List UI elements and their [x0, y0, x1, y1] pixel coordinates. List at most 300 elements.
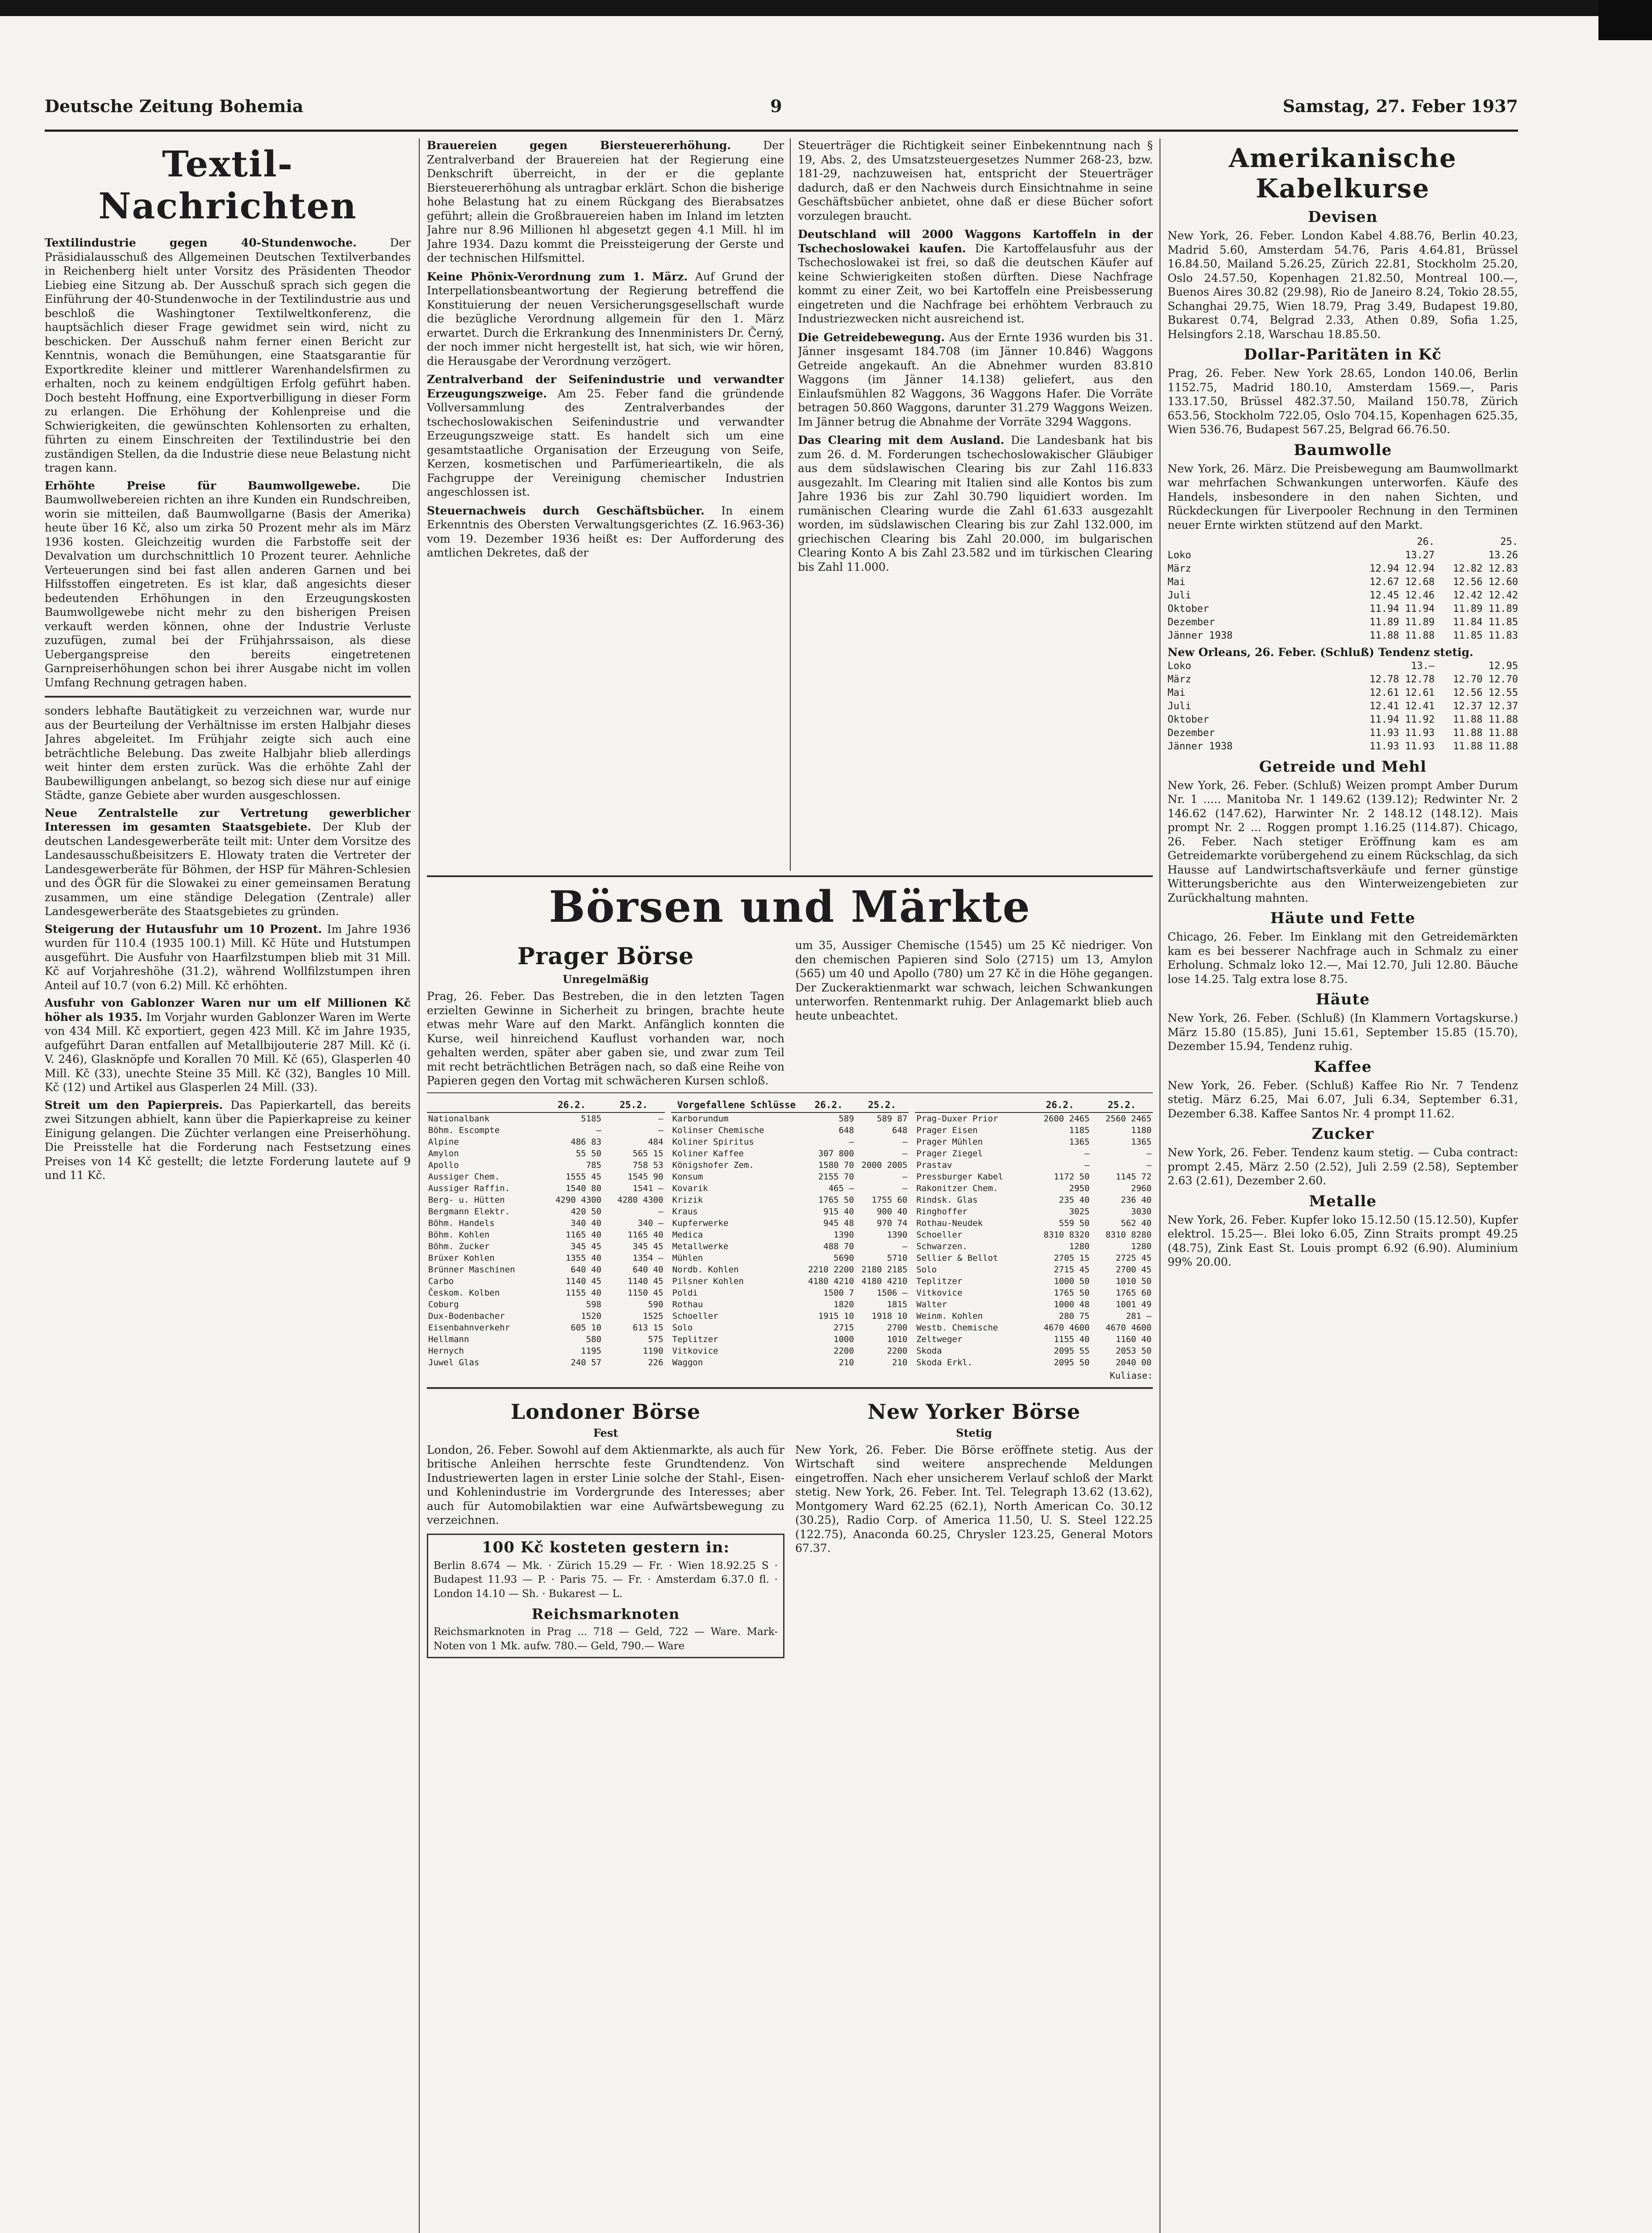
quote-table-1-h0: [427, 1098, 541, 1112]
quote-value: 1918 10: [872, 1311, 908, 1321]
quote-security-name: Amylon: [428, 1148, 459, 1158]
col2-article-1: [427, 138, 784, 265]
fett-title: Häute und Fette: [1270, 909, 1416, 927]
no-cotton-table: [1168, 660, 1518, 753]
quote-value: 1000 48: [1054, 1299, 1090, 1309]
quote-value: 2700: [887, 1322, 908, 1333]
quote-value: 562 40: [1121, 1218, 1152, 1228]
quote-row: [915, 1275, 1153, 1287]
quote-row: [915, 1206, 1153, 1217]
ny-title: New Yorker Börse: [867, 1399, 1081, 1424]
prager-report: Prag, 26. Feber. Das Bestreben, die in den letzten Tagen erzielten Gewinne in Sicherheit zu bringen, brachte heute etwas mehr Ware auf den Markt. Anfänglich konnten die Kurse, weil hinreichend Kauflust vorhanden war, noch gehalten werden, später aber gaben sie, und zwar zum Teil mit recht beträchtlichen Beträgen nach, so daß eine Reihe von Papieren gegen den Vortag mit schwächeren Kursen schloß.: [427, 990, 784, 1087]
cotton-price: 12.61 12.61: [1369, 687, 1435, 698]
quote-value: —: [849, 1137, 854, 1147]
quote-table-3-h0: [915, 1098, 1029, 1112]
quote-security-name: Hernych: [428, 1346, 464, 1356]
quote-value: 1160 40: [1115, 1334, 1152, 1344]
quote-value: 2725 45: [1115, 1253, 1152, 1263]
quote-value: 1145 72: [1115, 1171, 1152, 1182]
quote-value: 4290 4300: [555, 1195, 601, 1205]
col2-article-1-body: Der Zentralverband der Brauereien hat der Regierung eine Denkschrift überreicht, in der er die geplante Biersteuererhöhung als untragbar erklärt. Schon die bisherige hohe Belastung hat zu einem Rückgang des Bierabsatzes geführt; allein die Großbrauereien haben im Inland im letzten Jahre nur 8.96 Millionen hl abgesetzt gegen 4.1 Mill. hl im Jahre 1934. Dazu kommt die Preissteigerung der Gerste und der technischen Hilfsmittel.: [427, 139, 784, 264]
textil-article-2-lead: Erhöhte Preise für Baumwollgewebe.: [45, 479, 360, 492]
textil-article-7-lead: Streit um den Papierpreis.: [45, 1098, 223, 1112]
quote-security-name: Kraus: [672, 1206, 698, 1217]
ny-cotton-table: [1168, 535, 1518, 643]
ny-cotton-head-0: [1168, 535, 1351, 549]
boersen-top-rule: [427, 875, 1153, 877]
quote-row: [427, 1252, 665, 1264]
quote-row: [427, 1264, 665, 1275]
col3-article-3-lead: Die Getreidebewegung.: [798, 330, 945, 344]
cotton-price: 11.85 11.83: [1453, 630, 1518, 641]
quote-security-name: Prager Eisen: [916, 1125, 978, 1135]
quote-row: [427, 1287, 665, 1299]
quote-row: [915, 1183, 1153, 1194]
quote-value: 1000 50: [1054, 1276, 1090, 1286]
quote-security-name: Schwarzen.: [916, 1241, 968, 1251]
column-rule-1: [419, 138, 420, 2233]
quote-security-name: Nationalbank: [428, 1113, 490, 1124]
quote-value: 307 800: [818, 1148, 854, 1158]
quote-value: 1190: [642, 1346, 663, 1356]
quote-row: [915, 1287, 1153, 1299]
quote-security-name: Skoda Erkl.: [916, 1357, 973, 1367]
quote-value: —: [658, 1125, 663, 1135]
prager-boerse-block: [427, 938, 1153, 1088]
quote-value: —: [902, 1148, 908, 1158]
quote-value: 2960: [1131, 1183, 1152, 1193]
textil-article-4: [45, 806, 411, 919]
cotton-price: 12.45 12.46: [1369, 590, 1435, 601]
quote-row: [671, 1310, 909, 1322]
textil-article-6-body: Im Vorjahr wurden Gablonzer Waren im Werte von 434 Mill. Kč exportiert, gegen 423 Mill. Kč im Jahre 1935, aufgeführt Daran entfallen auf Metallbijouterie 287 Mill. Kč (i. V. 246), Glasknöpfe und Korallen 70 Mill. Kč (65), Glasperlen 40 Mill. Kč (33), unechte Steine 35 Mill. Kč (32), Bangles 10 Mill. Kč (12) und Artikel aus Glasperlen 24 Mill. (33).: [45, 1010, 411, 1094]
quote-value: 648: [892, 1125, 908, 1135]
quote-row: [427, 1217, 665, 1229]
quote-value: 280 75: [1059, 1311, 1090, 1321]
quote-row: [671, 1171, 909, 1183]
quote-value: 598: [586, 1299, 601, 1309]
cotton-price: 12.37 12.37: [1453, 700, 1518, 712]
col3-article-4-body: Die Landesbank hat bis zum 26. d. M. Forderungen tschechoslowakischer Gläubiger aus dem südslawischen Clearing bis zur Zahl 116.833 ausgezahlt. Im Clearing mit Italien sind alle Kontos bis zum Jahre 1936 bis zur Zahl 30.790 liquidiert worden. Im rumänischen Clearing wurde die Zahl 61.633 ausgezahlt worden, im südslawischen Clearing bis zur Zahl 132.000, im griechischen Clearing bis Zahl 20.000, im bulgarischen Clearing Konto A bis Zahl 23.582 und im türkischen Clearing bis Zahl 11.000.: [798, 434, 1153, 573]
orleans-label: New Orleans, 26. Feber. (Schluß) Tendenz stetig.: [1168, 646, 1473, 659]
cotton-row: [1168, 727, 1518, 740]
quote-security-name: Medica: [672, 1229, 703, 1240]
textil-article-2: [45, 479, 411, 690]
prager-left: [427, 938, 784, 1088]
quote-value: 1545 90: [627, 1171, 663, 1182]
quote-security-name: Schoeller: [672, 1311, 718, 1321]
cotton-price: 11.89 11.89: [1369, 617, 1435, 628]
cotton-price: 11.94 11.94: [1369, 603, 1435, 615]
quote-value: 55 50: [576, 1148, 601, 1158]
quote-value: 1355 40: [565, 1253, 601, 1263]
cotton-month: Dezember: [1168, 727, 1215, 739]
quote-value: 2705 15: [1054, 1253, 1090, 1263]
haeute-title: Häute: [1315, 991, 1370, 1008]
cotton-month: Oktober: [1168, 603, 1209, 615]
kc-title: 100 Kč kosteten gestern in:: [481, 1538, 730, 1556]
ny-subtitle: Stetig: [956, 1426, 992, 1439]
textil-article-1-lead: Textilindustrie gegen 40-Stundenwoche.: [45, 236, 357, 249]
col2-article-3-lead: Zentralverband der Seifenindustrie und verwandter Erzeugungszweige.: [427, 373, 784, 400]
ny-cotton-head-1: 26.: [1417, 536, 1435, 548]
cotton-row: [1168, 673, 1518, 686]
quote-value: 2180 2185: [861, 1264, 908, 1275]
london-block: [427, 1395, 784, 1659]
quote-security-name: Aussiger Raffin.: [428, 1183, 510, 1193]
cotton-row: [1168, 602, 1518, 616]
quote-security-name: Prager Ziegel: [916, 1148, 983, 1158]
quote-value: 5185: [581, 1113, 601, 1124]
textil-article-5-body: Im Jahre 1936 wurden für 110.4 (1935 100.1) Mill. Kč Hüte und Hutstumpen ausgeführt. Die Ausfuhr von Haarfilzstumpen blieb mit 31 Mill. Kč auf Vorjahreshöhe (31.2), während Wollfilzstumpen ihren Anteil auf 10.7 (von 6.2) Mill. Kč erhöhten.: [45, 922, 411, 992]
quote-security-name: Metallwerke: [672, 1241, 729, 1251]
quote-security-name: Juwel Glas: [428, 1357, 480, 1367]
quote-security-name: Rindsk. Glas: [916, 1195, 978, 1205]
quote-security-name: Böhm. Kohlen: [428, 1229, 490, 1240]
quote-value: 1500 7: [823, 1288, 854, 1298]
cotton-price: 12.94 12.94: [1369, 563, 1435, 574]
quote-value: 589 87: [876, 1113, 908, 1124]
kaffee-report: New York, 26. Feber. (Schluß) Kaffee Rio Nr. 7 Tendenz stetig. März 6.25, Mai 6.07, Juli 6.34, September 6.31, Dezember 6.38. Kaffee Santos Nr. 4 prompt 11.62.: [1168, 1079, 1518, 1120]
quote-value: 2000 2005: [861, 1160, 908, 1170]
quote-value: 8310 8320: [1043, 1229, 1090, 1240]
quote-value: 785: [586, 1160, 601, 1170]
quote-security-name: Nordb. Kohlen: [672, 1264, 739, 1275]
quote-row: [671, 1217, 909, 1229]
cotton-row: [1168, 549, 1518, 562]
quote-value: 2200: [887, 1346, 908, 1356]
zucker-title: Zucker: [1311, 1125, 1374, 1143]
quote-row: [427, 1345, 665, 1357]
quote-row: [427, 1112, 665, 1125]
quote-security-name: Walter: [916, 1299, 947, 1309]
cotton-row: [1168, 700, 1518, 713]
quote-value: 1520: [581, 1311, 601, 1321]
quote-tables-rule: [427, 1092, 1153, 1093]
quote-value: 575: [648, 1334, 663, 1344]
quote-table-2: [671, 1098, 909, 1368]
quote-security-name: Ringhoffer: [916, 1206, 968, 1217]
quote-row: [915, 1217, 1153, 1229]
quote-row: [915, 1159, 1153, 1171]
getreide-report: New York, 26. Feber. (Schluß) Weizen prompt Amber Durum Nr. 1 ..... Manitoba Nr. 1 149.62 (139.12); Redwinter Nr. 2 146.62 (147.62), Harwinter Nr. 2 148.12 (148.12). Mais prompt Nr. 2 ... Roggen prompt 1.16.25 (114.87). Chicago, 26. Feber. Nach stetiger Eröffnung kam es am Getreidemarkte vorübergehend zu einem Rückschlag, da sich Hausse auf Landwirtschaftsverkäufe und ferner günstige Witterungsberichte aus den Winterweizengebieten zur Zurückhaltung mahnten.: [1168, 778, 1518, 904]
quote-value: 8310 8280: [1106, 1229, 1152, 1240]
quote-value: 605 10: [571, 1322, 601, 1333]
quote-row: [427, 1357, 665, 1368]
col2-article-1-lead: Brauereien gegen Biersteuererhöhung.: [427, 139, 731, 152]
quote-value: 210: [892, 1357, 908, 1367]
quote-table-1-h1: 26.2.: [541, 1098, 603, 1112]
economy-column-2: [427, 138, 784, 866]
quote-security-name: Brüxer Kohlen: [428, 1253, 495, 1263]
col2-article-3-body: Am 25. Feber fand die gründende Vollversammlung des Zentralverbandes der tschechoslowakischen Seifenindustrie und verwandter Erzeugungszweige statt. Es handelt sich um eine gesamtstaatliche Organisation der Erzeugung von Seife, Kerzen, kosmetischen und Parfümerieartikeln, die als Fachgruppe der Vereinigung chemischer Industrien angeschlossen ist.: [427, 387, 784, 498]
haeute-report: New York, 26. Feber. (Schluß) (In Klammern Vortagskurse.) März 15.80 (15.85), Juni 15.61, September 15.85 (15.70), Dezember 15.94, Tendenz ruhig.: [1168, 1012, 1518, 1053]
boersen-section: [427, 875, 1153, 2233]
col3-article-2: [798, 227, 1153, 326]
quote-value: 1365: [1131, 1137, 1152, 1147]
issue-date: Samstag, 27. Feber 1937: [1282, 96, 1518, 116]
dollar-rates: Prag, 26. Feber. New York 28.65, London 140.06, Berlin 1152.75, Madrid 180.10, Amsterdam 1569.—, Paris 133.17.50, Brüssel 482.37.50, Mailand 150.78, Zürich 653.56, Stockholm 722.05, Oslo 704.15, Kopenhagen 625.35, Wien 536.76, Budapest 567.25, Belgrad 66.76.50.: [1168, 367, 1518, 436]
quote-value: 1915 10: [818, 1311, 854, 1321]
cotton-month: März: [1168, 673, 1191, 685]
page-top-strip: [0, 0, 1652, 16]
quote-security-name: Sellier & Bellot: [916, 1253, 998, 1263]
london-title: Londoner Börse: [510, 1399, 701, 1424]
quote-security-name: Böhm. Handels: [428, 1218, 495, 1228]
quote-value: 1555 45: [565, 1171, 601, 1182]
quote-value: 2950: [1069, 1183, 1090, 1193]
quote-table-3-label: Kuliase:: [1110, 1370, 1153, 1381]
cotton-price: 12.42 12.42: [1453, 590, 1518, 601]
kaffee-title: Kaffee: [1314, 1058, 1372, 1076]
page-number: 9: [770, 96, 782, 116]
quote-table-3-h2: 25.2.: [1091, 1098, 1153, 1112]
quote-value: 1165 40: [627, 1229, 663, 1240]
quote-security-name: Eisenbahnverkehr: [428, 1322, 510, 1333]
quote-security-name: Carbo: [428, 1276, 454, 1286]
quote-row: [671, 1287, 909, 1299]
quote-value: —: [902, 1137, 908, 1147]
quote-row: [427, 1310, 665, 1322]
cotton-price: 11.88 11.88: [1453, 727, 1518, 739]
textil-article-2-body: Die Baumwollwebereien richten an ihre Kunden ein Rundschreiben, worin sie mitteilen, daß Baumwollgarne (Basis der Amerika) heute über 16 Kč, also um zirka 50 Prozent mehr als im März 1936 kosten. Gleichzeitig wurden die Farbstoffe seit der Devalvation um durchschnittlich 10 Prozent teurer. Aehnliche Verteuerungen sind bei fast allen anderen Garnen und bei Hilfsstoffen eingetreten. Es ist klar, daß angesichts dieser bedeutenden Erhöhungen in den Erzeugungskosten Baumwollgewebe nicht mehr zu den bisherigen Preisen verkauft werden können, ohne der Industrie Verluste zuzufügen, zumal bei der Frühjahrssaison, als diese Uebergangspreise den bereits eingetretenen Garnpreiserhöhungen schon bei ihrer Ausgabe nicht im vollen Umfang Rechnung getragen haben.: [45, 479, 411, 689]
quote-row: [671, 1148, 909, 1159]
paper-name: Deutsche Zeitung Bohemia: [45, 96, 304, 116]
quote-value: 1280: [1069, 1241, 1090, 1251]
quote-security-name: Westb. Chemische: [916, 1322, 998, 1333]
quote-row: [671, 1357, 909, 1368]
quote-value: 640 40: [571, 1264, 601, 1275]
quote-value: 648: [839, 1125, 854, 1135]
quote-security-name: Böhm. Escompte: [428, 1125, 500, 1135]
reichsmark-title: Reichsmarknoten: [531, 1606, 680, 1622]
quote-security-name: Rakonitzer Chem.: [916, 1183, 998, 1193]
quote-tables: [427, 1098, 1153, 1368]
quote-value: 4670 4600: [1106, 1322, 1152, 1333]
quote-row: [671, 1322, 909, 1334]
quote-row: [671, 1345, 909, 1357]
quote-value: 1390: [834, 1229, 854, 1240]
quote-value: 2155 70: [818, 1171, 854, 1182]
quote-security-name: Vitkovice: [916, 1288, 963, 1298]
quote-row: [427, 1241, 665, 1252]
col3-article-1: Steuerträger die Richtigkeit seiner Einbekenntnung nach § 19, Abs. 2, des Umsatzsteuergesetzes Nummer 268-23, bzw. 181-29, nachzuweisen hat, entspricht der Steuerträger dadurch, daß er den Nachweis durch Einsichtnahme in seine Geschäftsbücher anbietet, ohne daß er diese Bücher sofort vorzulegen braucht.: [798, 139, 1153, 222]
quote-value: 1506 —: [876, 1288, 908, 1298]
prager-title: Prager Börse: [517, 943, 694, 970]
quote-value: 1390: [887, 1229, 908, 1240]
quote-row: [427, 1171, 665, 1183]
quote-table-1: [427, 1098, 665, 1368]
cotton-row: [1168, 740, 1518, 753]
quote-row: [671, 1136, 909, 1148]
quote-security-name: Pilsner Kohlen: [672, 1276, 744, 1286]
quote-value: 1172 50: [1054, 1171, 1090, 1182]
kc-rates: Berlin 8.674 — Mk. · Zürich 15.29 — Fr. · Wien 18.92.25 S · Budapest 11.93 — P. · Paris 75. — Fr. · Amsterdam 6.37.0 fl. · London 14.10 — Sh. · Bukarest — L.: [434, 1560, 778, 1600]
london-subtitle: Fest: [593, 1426, 618, 1439]
cotton-price: 12.82 12.83: [1453, 563, 1518, 574]
quote-security-name: Pressburger Kabel: [916, 1171, 1003, 1182]
quote-value: 613 15: [633, 1322, 663, 1333]
devisen-title: Devisen: [1308, 208, 1378, 226]
col3-article-4-lead: Das Clearing mit dem Ausland.: [798, 434, 1005, 447]
quote-value: 1765 50: [818, 1195, 854, 1205]
quote-table-1-h2: 25.2.: [603, 1098, 665, 1112]
quote-value: 1165 40: [565, 1229, 601, 1240]
column-rule-2: [790, 138, 791, 871]
quote-value: 2600 2465: [1043, 1113, 1090, 1124]
quote-security-name: Teplitzer: [672, 1334, 718, 1344]
fett-report: Chicago, 26. Feber. Im Einklang mit den Getreidemärkten kam es bei besserer Nachfrage auch in Schmalz zu einer Erholung. Schmalz loko 12.—, Mai 12.70, Juli 12.80. Bäuche lose 14.25. Talg extra lose 8.75.: [1168, 930, 1518, 986]
cotton-price: 11.93 11.93: [1369, 740, 1435, 752]
quote-value: 465 —: [828, 1183, 854, 1193]
cotton-price: 11.84 11.85: [1453, 617, 1518, 628]
quote-security-name: Kupferwerke: [672, 1218, 729, 1228]
ny-cotton-head: [1168, 535, 1518, 549]
quote-row: [915, 1148, 1153, 1159]
quote-row: [915, 1125, 1153, 1136]
quote-value: —: [596, 1125, 601, 1135]
quote-value: 3025: [1069, 1206, 1090, 1217]
quote-security-name: Solo: [916, 1264, 937, 1275]
prager-report-cont: um 35, Aussiger Chemische (1545) um 25 Kč niedriger. Von den chemischen Papieren sind Solo (2715) um 13, Amylon (565) um 40 und Apollo (780) um 27 Kč in die Höhe gegangen. Der Zuckeraktienmarkt war schwach, leichen Schwankungen unterworfen. Rentenmarkt ruhig. Der Anlagemarkt blieb auch heute unbeachtet.: [795, 939, 1153, 1022]
quote-row: [671, 1299, 909, 1310]
quote-security-name: Rothau-Neudek: [916, 1218, 983, 1228]
quote-security-name: Koliner Kaffee: [672, 1148, 744, 1158]
quote-security-name: Hellmann: [428, 1334, 469, 1344]
ny-cotton-head-2: 25.: [1500, 536, 1518, 548]
cotton-month: Loko: [1168, 550, 1191, 561]
cotton-row: [1168, 616, 1518, 629]
quote-row: [915, 1310, 1153, 1322]
quote-security-name: Poldi: [672, 1288, 698, 1298]
textil-article-7-body: Das Papierkartell, das bereits zwei Sitzungen abhielt, kann über die Papierkapreise zu keiner Einigung gelangen. Die Züchter verlangen eine Preiserhöhung. Die Preisstelle hat die Forderung nach Festsetzung eines Preises von 14 Kč gestellt; die letzte Forderung lautete auf 9 und 11 Kč.: [45, 1098, 411, 1182]
quote-value: 2200: [834, 1346, 854, 1356]
quote-value: 2715 45: [1054, 1264, 1090, 1275]
quote-security-name: Apollo: [428, 1160, 459, 1170]
quote-row: [915, 1322, 1153, 1334]
quote-value: —: [1084, 1148, 1090, 1158]
quote-value: 2095 55: [1054, 1346, 1090, 1356]
quote-value: 1280: [1131, 1241, 1152, 1251]
quote-security-name: Mühlen: [672, 1253, 703, 1263]
quote-value: —: [902, 1183, 908, 1193]
col2-article-2-body: Auf Grund der Interpellationsbeantwortung der Regierung betreffend die Konstituierung der neuen Versicherungsgesellschaft wurde die bezügliche Verordnung allgemein für den 1. März erwartet. Durch die Erkrankung des Innenministers Dr. Černý, der noch immer nicht hergestellt ist, hat sich, wie wir hören, die Herausgabe der Verordnung verzögert.: [427, 270, 784, 368]
quote-value: 281 —: [1126, 1311, 1152, 1321]
quote-value: 484: [648, 1137, 663, 1147]
cotton-price: 12.41 12.41: [1369, 700, 1435, 712]
quote-row: [671, 1125, 909, 1136]
quote-value: 1755 60: [872, 1195, 908, 1205]
london-report: London, 26. Feber. Sowohl auf dem Aktienmarkte, als auch für britische Anleihen herrschte feste Grundtendenz. Von Industriewerten lagen in erster Linie solche der Stahl-, Eisen- und Kohlenindustrie im Vordergrunde des Interesses; aber auch für Automobilaktien war eine Aufwärtsbewegung zu verzeichnen.: [427, 1443, 784, 1526]
quote-row: [671, 1183, 909, 1194]
quote-security-name: Konsum: [672, 1171, 703, 1182]
prager-right: [795, 938, 1153, 1088]
quote-value: 589: [839, 1113, 854, 1124]
quote-table-2-h2: 25.2.: [855, 1098, 909, 1112]
quote-row: [427, 1299, 665, 1310]
quote-value: —: [1146, 1160, 1152, 1170]
economy-column-3: [798, 138, 1153, 866]
quote-value: 915 40: [823, 1206, 854, 1217]
quote-value: 240 57: [571, 1357, 601, 1367]
quote-value: 340 —: [638, 1218, 663, 1228]
textil-column: [45, 138, 411, 2233]
cotton-row: [1168, 629, 1518, 643]
quote-value: 1000: [834, 1334, 854, 1344]
cotton-month: Loko: [1168, 660, 1191, 672]
zucker-report: New York, 26. Feber. Tendenz kaum stetig. — Cuba contract: prompt 2.45, März 2.50 (2.52), Juli 2.59 (2.58), September 2.63 (2.61), Dezember 2.60.: [1168, 1146, 1518, 1187]
quote-value: —: [1084, 1160, 1090, 1170]
cotton-month: Juli: [1168, 700, 1191, 712]
devisen-rates: New York, 26. Feber. London Kabel 4.88.76, Berlin 40.23, Madrid 5.60, Amsterdam 54.76, Paris 4.64.81, Brüssel 16.84.50, Mailand 5.26.25, Zürich 22.81, Stockholm 25.20, Oslo 24.57.50, Kopenhagen 21.82.50, Montreal 100.—, Buenos Aires 30.82 (29.98), Rio de Janeiro 8.24, Tokio 28.55, Schanghai 29.75, Wien 18.79, Prag 3.49, Budapest 19.80, Bukarest 0.74, Belgrad 2.33, Athen 0.89, Sofia 1.25, Helsingfors 2.18, Warschau 18.85.50.: [1168, 229, 1518, 341]
quote-row: [427, 1334, 665, 1345]
masthead-row: [45, 96, 1518, 132]
cotton-row: [1168, 576, 1518, 589]
quote-table-2-h1: 26.2.: [802, 1098, 855, 1112]
quote-security-name: Skoda: [916, 1346, 942, 1356]
col3-article-2-body: Die Kartoffelausfuhr aus der Tschechoslowakei ist frei, so daß die deutschen Käufer auf keine Schwierigkeiten stoßen dürften. Diese Nachfrage kommt zu einer Zeit, wo bei Kartoffeln eine Preisbesserung eingetreten und die Nachfrage bei erhöhtem Verbrauch zu Industriezwecken nicht ausreichend ist.: [798, 242, 1153, 325]
textil-divider: [45, 696, 411, 698]
quote-row: [427, 1148, 665, 1159]
col2-article-2-lead: Keine Phönix-Verordnung zum 1. März.: [427, 270, 688, 283]
quote-value: 1525: [642, 1311, 663, 1321]
cotton-price: 11.88 11.88: [1453, 740, 1518, 752]
cotton-row: [1168, 562, 1518, 576]
quote-security-name: Waggon: [672, 1357, 703, 1367]
quote-security-name: Königshofer Zem.: [672, 1160, 754, 1170]
cotton-price: 12.70 12.70: [1453, 673, 1518, 685]
textil-article-6: [45, 996, 411, 1095]
cotton-price: 11.89 11.89: [1453, 603, 1518, 615]
newyork-block: [795, 1395, 1153, 1659]
quote-security-name: Koliner Spiritus: [672, 1137, 754, 1147]
quote-value: 900 40: [876, 1206, 908, 1217]
quote-security-name: Krizik: [672, 1195, 703, 1205]
quote-value: 1765 60: [1115, 1288, 1152, 1298]
quote-value: 345 45: [571, 1241, 601, 1251]
quote-value: 1580 70: [818, 1160, 854, 1170]
quote-row: [671, 1112, 909, 1125]
quote-value: 1150 45: [627, 1288, 663, 1298]
col3-article-3-body: Aus der Ernte 1936 wurden bis 31. Jänner insgesamt 184.708 (im Jänner 10.846) Waggons Getreide angekauft. An die Abnehmer wurden 83.810 Waggons (im Jänner 14.138) geliefert, aus den Einlaufsmühlen 82 Waggons, 36 Waggons Hafer. Die Vorräte betragen 50.860 Waggons, darunter 31.279 Waggons Weizen. Im Jänner betrug die Abnahme der Vorräte 3294 Waggons.: [798, 330, 1153, 428]
quote-security-name: Teplitzer: [916, 1276, 963, 1286]
quote-value: 1001 49: [1115, 1299, 1152, 1309]
cotton-price: 12.95: [1488, 660, 1518, 672]
quote-security-name: Českom. Kolben: [428, 1288, 500, 1298]
quote-value: 236 40: [1121, 1195, 1152, 1205]
textil-article-4-lead: Neue Zentralstelle zur Vertretung gewerblicher Interessen im gesamten Staatsgebiete.: [45, 806, 411, 833]
quote-value: —: [1146, 1148, 1152, 1158]
newspaper-page: [45, 76, 1518, 2233]
quote-row: [915, 1241, 1153, 1252]
quote-value: 486 83: [571, 1137, 601, 1147]
quote-row: [427, 1322, 665, 1334]
quote-table-3-h1: 26.2.: [1029, 1098, 1091, 1112]
col2-article-3: [427, 372, 784, 499]
quote-value: 1541 —: [633, 1183, 663, 1193]
quote-security-name: Schoeller: [916, 1229, 963, 1240]
quote-table-2-title: Vorgefallene Schlüsse: [671, 1098, 802, 1112]
quote-security-name: Alpine: [428, 1137, 459, 1147]
cotton-price: 12.67 12.68: [1369, 577, 1435, 588]
cotton-price: 12.56 12.60: [1453, 577, 1518, 588]
cotton-price: 12.78 12.78: [1369, 673, 1435, 685]
quote-row: [427, 1229, 665, 1241]
quote-value: 970 74: [876, 1218, 908, 1228]
textil-article-7: [45, 1098, 411, 1183]
quote-row: [915, 1357, 1153, 1368]
quote-security-name: Kolinser Chemische: [672, 1125, 764, 1135]
